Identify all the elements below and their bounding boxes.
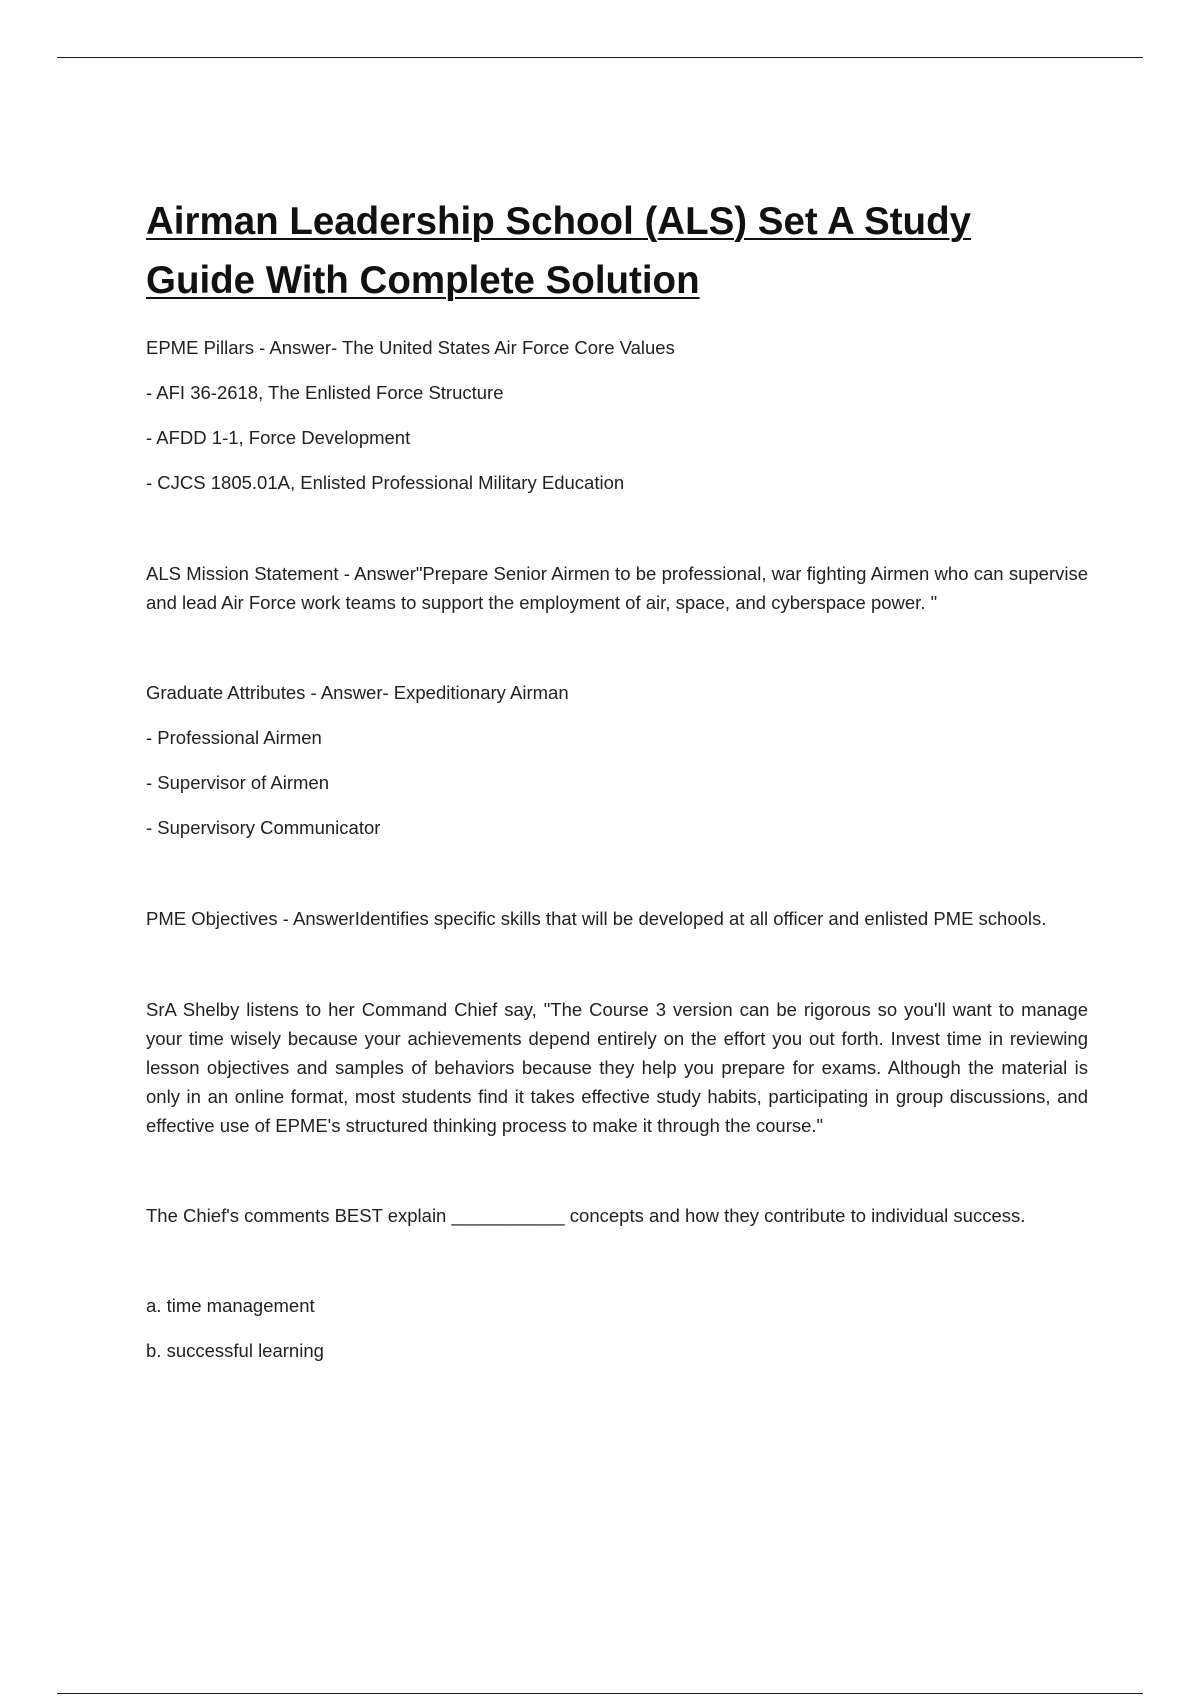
question-prompt: The Chief's comments BEST explain ___________ concepts and how they contribute to individual success. <box>146 1205 1026 1226</box>
answer-option-a: a. time management <box>146 1295 315 1316</box>
document-title: Airman Leadership School (ALS) Set A Study Guide With Complete Solution <box>146 200 972 302</box>
epme-pillar-afi: - AFI 36-2618, The Enlisted Force Structure <box>146 382 504 403</box>
als-mission-statement: ALS Mission Statement - Answer"Prepare Senior Airmen to be professional, war fighting Airmen who can supervise and lead Air Force work teams to support the employment of air, space, and cyberspace power. " <box>146 563 1088 613</box>
epme-pillar-cjcs: - CJCS 1805.01A, Enlisted Professional Military Education <box>146 472 625 493</box>
top-rule <box>57 57 1143 58</box>
attribute-supervisor: - Supervisor of Airmen <box>146 772 330 793</box>
shelby-scenario-paragraph: SrA Shelby listens to her Command Chief say, "The Course 3 version can be rigorous so you'll want to manage your time wisely because your achievements depend entirely on the effort you out forth. Invest time in reviewing lesson objectives and samples of behaviors because they help you prepare for exams. Although the material is only in an online format, most students find it takes effective study habits, participating in group discussions, and effective use of EPME's structured thinking process to make it through the course." <box>146 999 1088 1136</box>
epme-pillar-afdd: - AFDD 1-1, Force Development <box>146 427 411 448</box>
pme-objectives-entry: PME Objectives - AnswerIdentifies specific skills that will be developed at all officer and enlisted PME schools. <box>146 908 1047 929</box>
graduate-attributes-entry: Graduate Attributes - Answer- Expeditionary Airman <box>146 682 569 703</box>
epme-pillars-entry: EPME Pillars - Answer- The United States Air Force Core Values <box>146 337 675 358</box>
answer-option-b: b. successful learning <box>146 1340 324 1361</box>
attribute-professional: - Professional Airmen <box>146 727 322 748</box>
document-body <box>146 192 1088 1365</box>
attribute-communicator: - Supervisory Communicator <box>146 817 381 838</box>
bottom-rule <box>57 1693 1143 1694</box>
